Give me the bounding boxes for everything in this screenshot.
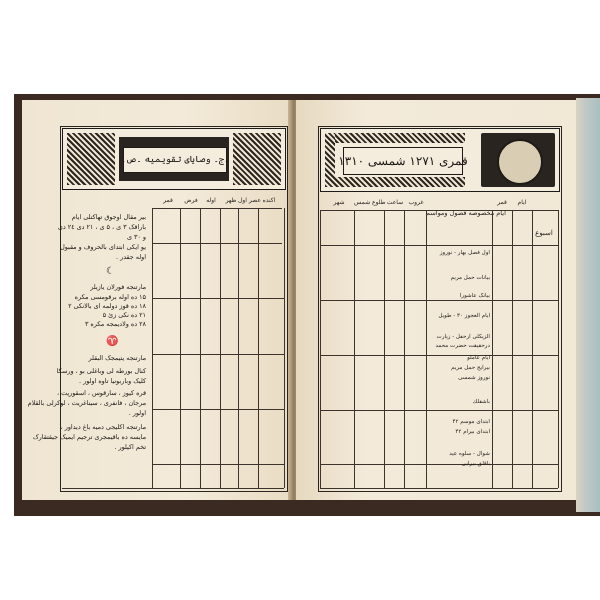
event-line: بیانات حمل مریم — [450, 275, 490, 281]
note-line: و ۳۰ ی — [126, 233, 146, 241]
note-line: ۲۸ ده ولاديمجه مکره ۳ — [84, 320, 146, 328]
table-week-rule — [152, 298, 284, 299]
right-page — [296, 100, 576, 500]
note-line: مارتنجه فورلان یازیلر — [90, 283, 146, 291]
event-line: بیرایج حمل مریم — [451, 365, 490, 371]
event-line: ایام عاملو — [467, 355, 490, 361]
event-line: ابتدای موسم ۴۲ — [452, 419, 490, 425]
event-line: ابتدای بیرام ۴۲ — [455, 429, 490, 435]
table-column-rule — [532, 210, 533, 488]
table-column-rule — [180, 208, 181, 488]
table-column-rule — [558, 210, 559, 488]
right-table-header-rule — [320, 245, 558, 246]
table-week-rule — [152, 354, 284, 355]
right-banner-border-left — [325, 133, 335, 187]
left-colhead-2: اوله — [206, 197, 216, 204]
note-line: ۱۵ ده اوله برقومسی مکره — [74, 293, 146, 301]
left-colhead-0: قمر — [163, 197, 173, 204]
left-banner — [62, 128, 286, 190]
event-line: شوال - سلوه عید — [449, 451, 490, 457]
note-line: مارتنجه اکلیجی دمیه باغ دیداور ، — [60, 423, 146, 431]
right-banner-title: ۱۳۱۰ قمری ۱۲۷۱ شمسی — [343, 147, 463, 175]
table-week-rule — [320, 410, 558, 411]
event-line: ایام العجوز ۳۰ - طویل — [438, 313, 490, 319]
note-line: یو ایکی ابتدای بالحروف و مقبول — [60, 243, 146, 251]
left-table-header-rule — [152, 243, 282, 244]
left-table-bottom-rule — [62, 488, 284, 489]
aries-zodiac-icon: ♈ — [106, 336, 119, 347]
table-column-rule — [152, 208, 153, 488]
right-banner-border-bottom — [325, 177, 465, 187]
table-week-rule — [320, 300, 558, 301]
note-line: اولور . — [128, 409, 146, 417]
event-line: بیانک عاشورا — [459, 293, 490, 299]
left-colhead-3: ظهر — [225, 197, 237, 204]
table-column-rule — [238, 208, 239, 488]
note-line: تخم اکیلور . — [114, 443, 146, 451]
right-header-note: ایام مخصوصه فصول ومواسم — [426, 209, 506, 217]
left-colhead-4: عصر اول — [238, 197, 261, 204]
right-colhead-0: شهر — [333, 199, 345, 206]
table-column-rule — [258, 208, 259, 488]
left-colhead-5: اکنده — [262, 197, 276, 204]
right-table-bottom-rule — [320, 488, 558, 489]
note-line: ۱۸ ده قوز دولمه ای بالانکی ۲ — [68, 302, 146, 310]
right-banner-border-top — [325, 133, 465, 143]
note-line: کنال بورطه لی وباغلی بو ، ورسکا — [56, 367, 146, 375]
table-week-rule — [320, 464, 558, 465]
table-column-rule — [384, 210, 385, 488]
right-colhead-3: غروب — [408, 199, 424, 206]
event-line: درحقیقت حضرت محمد — [435, 343, 490, 349]
table-column-rule — [512, 210, 513, 488]
left-banner-ornament-left — [67, 133, 115, 185]
left-banner-ornament-right — [233, 133, 281, 185]
event-line: الزیکلی ارحفل - زیارت — [436, 334, 490, 340]
table-column-rule — [320, 210, 321, 488]
note-line: اوله جقدر . — [116, 253, 146, 261]
book-page-edges — [576, 98, 600, 512]
table-column-rule — [220, 208, 221, 488]
note-line: مارتنجه یتیمجک البقلر — [88, 354, 146, 362]
table-week-rule — [320, 355, 558, 356]
right-colhead-2: ساعت — [386, 199, 404, 206]
table-column-rule — [354, 210, 355, 488]
right-colhead-5: ایام — [517, 199, 527, 206]
note-line: کلیک وباربونیا تاوه اولور . — [79, 377, 146, 385]
table-column-rule — [284, 208, 285, 488]
note-line: قره کیوز ، سارقوس ، اسقورپت ، — [56, 389, 146, 397]
note-line: مرجان ، فانفری ، سیناغریت ، لوکرلی بالقلام — [27, 399, 146, 407]
right-banner — [320, 128, 560, 192]
note-line: باراقک ۳ ی ، ۵ ی ، ۲۱ دی ۲٤ دی — [57, 223, 146, 231]
ram-head-emblem-icon — [497, 139, 543, 185]
table-column-rule — [404, 210, 405, 488]
event-line: اول فصل بهار - نوروز — [439, 250, 490, 256]
note-line: بیر مقال اوجوق تهاکتلی ایام — [71, 213, 146, 221]
crescent-moon-icon: ☾ — [106, 266, 115, 277]
left-banner-title: ۔ج۔ وصایای تقویمیه ۔ص۔ — [123, 147, 227, 173]
table-column-rule — [426, 210, 427, 488]
table-week-rule — [152, 409, 284, 410]
note-line: ۲۱ ده نکی زئ ۵ — [102, 311, 146, 319]
event-line: باشقلك — [472, 399, 490, 405]
table-column-rule — [492, 210, 493, 488]
table-column-rule — [200, 208, 201, 488]
note-line: مایسه ده باقیمجری ترجیم ایمیک جیقتقارک — [32, 433, 146, 441]
event-line: نوروز شمسی — [458, 375, 490, 381]
right-colhead-1: طلوع شمس — [354, 199, 386, 206]
left-page — [22, 100, 292, 500]
left-table-top-rule — [152, 208, 282, 209]
event-line: باقلق بیرایی — [461, 461, 490, 467]
table-week-rule — [152, 464, 284, 465]
left-colhead-1: فرض — [184, 197, 198, 204]
right-colhead-4: قمر — [497, 199, 507, 206]
right-week-label: اسبوع — [535, 229, 553, 237]
